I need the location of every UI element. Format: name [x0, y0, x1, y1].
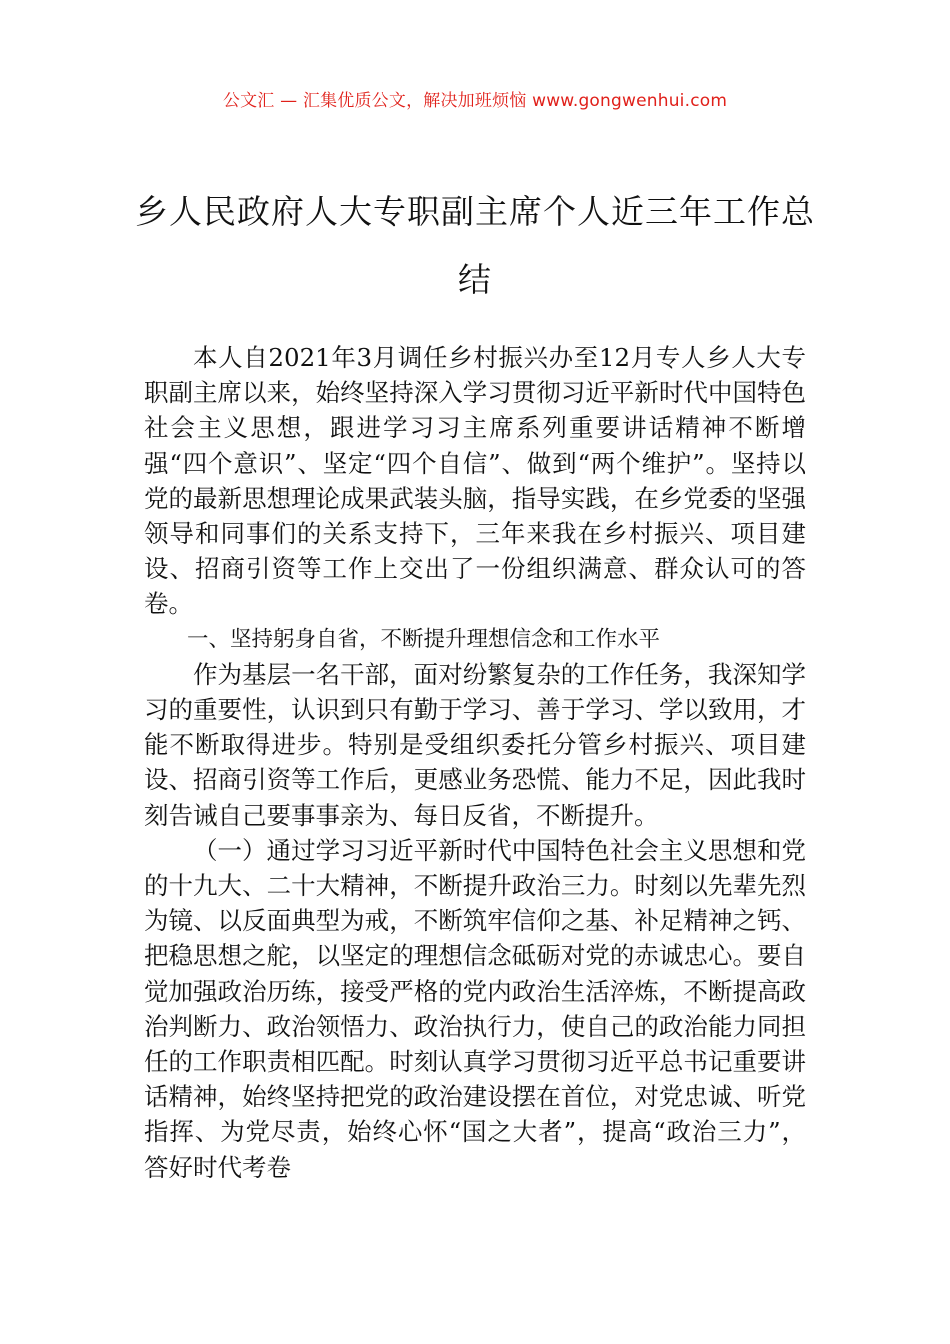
section-heading-1: 一、坚持躬身自省，不断提升理想信念和工作水平 [187, 626, 661, 652]
document-title: 乡人民政府人大专职副主席个人近三年工作总结 [135, 192, 815, 299]
document-body [144, 340, 806, 1185]
subsection-1-paragraph: （一）通过学习习近平新时代中国特色社会主义思想和党的十九大、二十大精神，不断提升政治三力。时刻以先辈先烈为镜、以反面典型为戒，不断筑牢信仰之基、补足精神之钙、把稳思想之舵，以坚定的理想信念砥砺对党的赤诚忠心。要自觉加强政治历练，接受严格的党内政治生活淬炼，不断提高政治判断力、政治领悟力、政治执行力，使自己的政治能力同担任的工作职责相匹配。时刻认真学习贯彻习近平总书记重要讲话精神，始终坚持把党的政治建设摆在首位，对党忠诚、听党指挥、为党尽责，始终心怀“国之大者”，提高“政治三力”，答好时代考卷 [144, 835, 806, 1182]
intro-paragraph: 本人自2021年3月调任乡村振兴办至12月专人乡人大专职副主席以来，始终坚持深入学习贯彻习近平新时代中国特色社会主义思想，跟进学习习主席系列重要讲话精神不断增强“四个意识”、坚定“四个自信”、做到“两个维护”。坚持以党的最新思想理论成果武装头脑，指导实践，在乡党委的坚强领导和同事们的关系支持下，三年来我在乡村振兴、项目建设、招商引资等工作上交出了一份组织满意、群众认可的答卷。 [144, 343, 806, 619]
site-header: 公文汇 — 汇集优质公文，解决加班烦恼 www.gongwenhui.com [222, 91, 728, 111]
section-1-paragraph: 作为基层一名干部，面对纷繁复杂的工作任务，我深知学习的重要性，认识到只有勤于学习、善于学习、学以致用，才能不断取得进步。特别是受组织委托分管乡村振兴、项目建设、招商引资等工作后，更感业务恐慌、能力不足，因此我时刻告诫自己要事事亲为、每日反省，不断提升。 [144, 659, 806, 830]
